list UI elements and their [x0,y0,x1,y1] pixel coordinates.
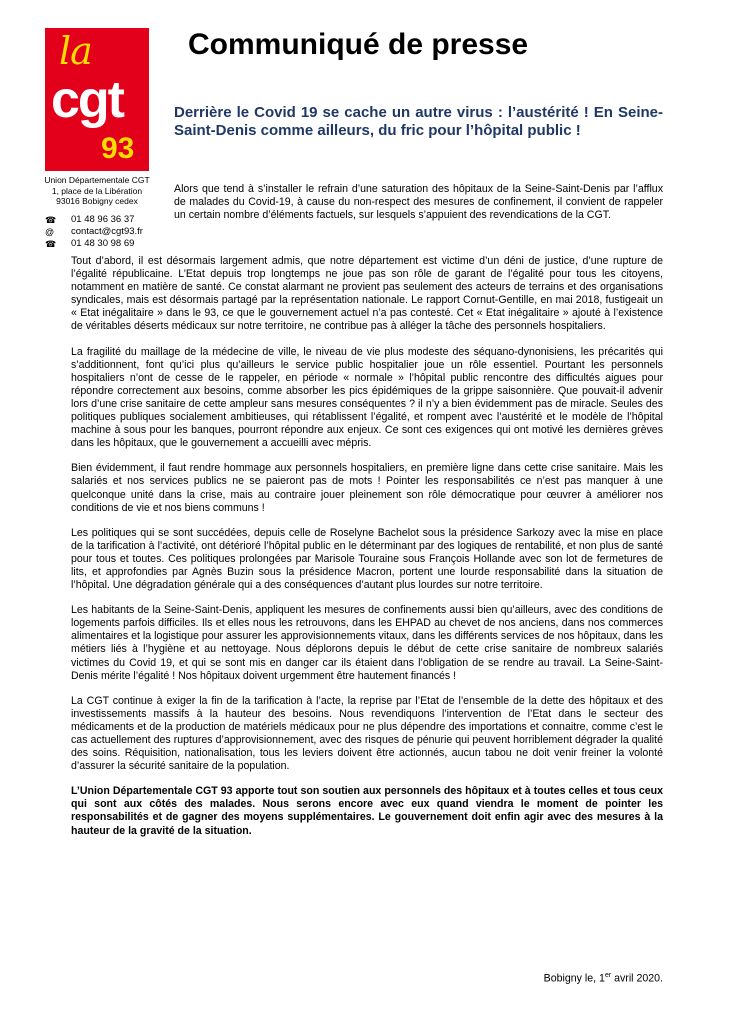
org-address-block [38,175,156,207]
signoff-date [460,972,663,985]
org-name: Union Départementale CGT [44,175,150,185]
logo-la-text: la [59,29,92,73]
signoff-sup: er [604,972,612,979]
contact-fax-text: 01 48 30 98 69 [71,238,135,249]
page-title: Communiqué de presse [188,28,529,61]
fax-icon: ☎ [45,239,57,249]
contact-email [45,226,143,238]
body-paragraph: Les habitants de la Seine-Saint-Denis, appliquent les mesures de confinements aussi bien qu’ailleurs, avec des conditions de logements parfois difficiles. Ils et elles nous les retrouvons, dans les EHPAD au chevet de nos anciens, dans nos commerces alimentaires et la logistique pour assurer les approvisionnements vitaux, dans les différents services de nos hôpitaux, dans les métiers liés à l’hygiène et au nettoyage. Nous déplorons depuis le début de cette crise sanitaire de nombreux salariés victimes du Covid 19, et qui se sont mis en danger car ils étaient dans l’obligation de se rendre au travail. La Seine-Saint-Denis mérite l’égalité ! Nos hôpitaux doivent urgemment être hautement financés ! [71,604,663,682]
signoff-suffix: avril 2020. [611,972,663,985]
contact-phone-text: 01 48 96 36 37 [71,214,135,225]
org-city: 93016 Bobigny cedex [56,196,138,206]
body-paragraph: La fragilité du maillage de la médecine de ville, le niveau de vie plus modeste des séquano-dynonisiens, les précarités qui s’additionnent, font qu’ici plus qu’ailleurs le service public hospitalier joue un rôle essentiel. Pourtant les personnels hospitaliers n’ont de cesse de le rappeler, en période « normale » l’hôpital public rencontre des difficultés aigues pour répondre correctement aux besoins, comme absorber les pics épidémiques de la grippe saisonnière. Que pouvait-il advenir lors d’une crise sanitaire de cette ampleur sans mesures conséquentes ? il n’y a bien évidemment pas de miracle. Seules des politiques publiques socialement ambitieuses, qui rétablissent l’égalité, et rompent avec l’austérité et le modèle de l’hôpital machine à sous pour les banques, pourront répondre aux enjeux. Ce sont ces exigences qui ont motivé les dernières grèves dans les hôpitaux, que le gouvernement a accueilli avec mépris. [71,345,663,450]
contact-list [45,214,143,250]
contact-email-text[interactable]: contact@cgt93.fr [71,226,143,237]
logo-93-text: 93 [101,132,135,165]
body-paragraph: La CGT continue à exiger la fin de la tarification à l’acte, la reprise par l’Etat de l’ensemble de la dette des hôpitaux et des investissements massifs à la hauteur des besoins. Nous revendiquons l’intervention de l’Etat dans le secteur des médicaments et de la production de matériels médicaux pour ne plus dépendre des importations et connaitre, comme c’est le cas actuellement des ruptures d’approvisionnement, avec des risques de pénurie qui peuvent horriblement dégrader la qualité des soins. Réquisition, nationalisation, tous les leviers doivent être actionnés, aucun tabou ne doit venir freiner la volonté d’assurer la sécurité sanitaire de la population. [71,694,663,773]
body-paragraph: Tout d’abord, il est désormais largement admis, que notre département est victime d’un déni de justice, d’une rupture de l’égalité républicaine. L’Etat depuis trop longtemps ne joue pas son rôle de garant de l’égalité pour tous les citoyens, notamment en matière de santé. Ce constat alarmant ne provient pas seulement des acteurs de terrains et des organisations syndicales, mais est désormais partagé par la représentation nationale. Le rapport Cornut-Gentille, en mai 2018, fustigeait un « Etat inégalitaire » dans le 93, ce que le gouvernement actuel n’a pas contesté. Cet « Etat inégalitaire » ajouté à l’existence de véritables déserts médicaux sur notre territoire, ne contribue pas à alléger la tâche des personnels hospitaliers. [71,255,663,333]
logo-cgt-text: cgt [51,71,123,129]
contact-fax [45,238,143,250]
signoff-prefix: Bobigny le, 1 [543,972,605,985]
body-paragraph: Les politiques qui se sont succédées, depuis celle de Roselyne Bachelot sous la présidence Sarkozy avec la mise en place de la tarification à l’activité, ont détérioré l’hôpital public en le déterminant par des logiques de rentabilité, et non plus de santé pour tous et toutes. Ces politiques prolongées par Marisole Touraine sous François Hollande avec son lot de fermetures de lits, et approfondies par Agnès Buzin sous la présidence Macron, portent une lourde responsabilité dans la situation de l’hôpital. Une dégradation générale qui a des conséquences d’autant plus lourdes sur notre territoire. [71,526,663,592]
headline: Derrière le Covid 19 se cache un autre virus : l’austérité ! En Seine-Saint-Denis comme ailleurs, du fric pour l’hôpital public ! [174,104,663,139]
conclusion-paragraph: L’Union Départementale CGT 93 apporte tout son soutien aux personnels des hôpitaux et à toutes celles et tous ceux qui sont aux côtés des malades. Nous serons encore avec eux quand viendra le moment de pointer les responsabilités et de gagner des moyens supplémentaires. Le gouvernement doit enfin agir avec des mesures à la hauteur de la gravité de la situation. [71,785,663,837]
phone-icon: ☎ [45,215,57,225]
cgt-logo [45,28,149,171]
contact-phone [45,214,143,226]
article-body [71,255,663,850]
intro-paragraph: Alors que tend à s’installer le refrain d’une saturation des hôpitaux de la Seine-Saint-Denis par l’afflux de malades du Covid-19, à cause du non-respect des mesures de confinement, il convient de rappeler un certain nombre d’éléments factuels, sur lesquels s’appuient des revendications de la CGT. [174,183,663,222]
email-icon: @ [45,227,55,237]
body-paragraph: Bien évidemment, il faut rendre hommage aux personnels hospitaliers, en première ligne dans cette crise sanitaire. Mais les salariés et nos services publics ne se paieront pas de mots ! Pointer les responsabilités ce n’est pas manquer à une quelconque unité dans la crise, mais au contraire jouer pleinement son rôle démocratique pour œuvrer à améliorer nos conditions de vie et nos biens communs ! [71,462,663,514]
org-address: 1, place de la Libération [51,185,143,196]
